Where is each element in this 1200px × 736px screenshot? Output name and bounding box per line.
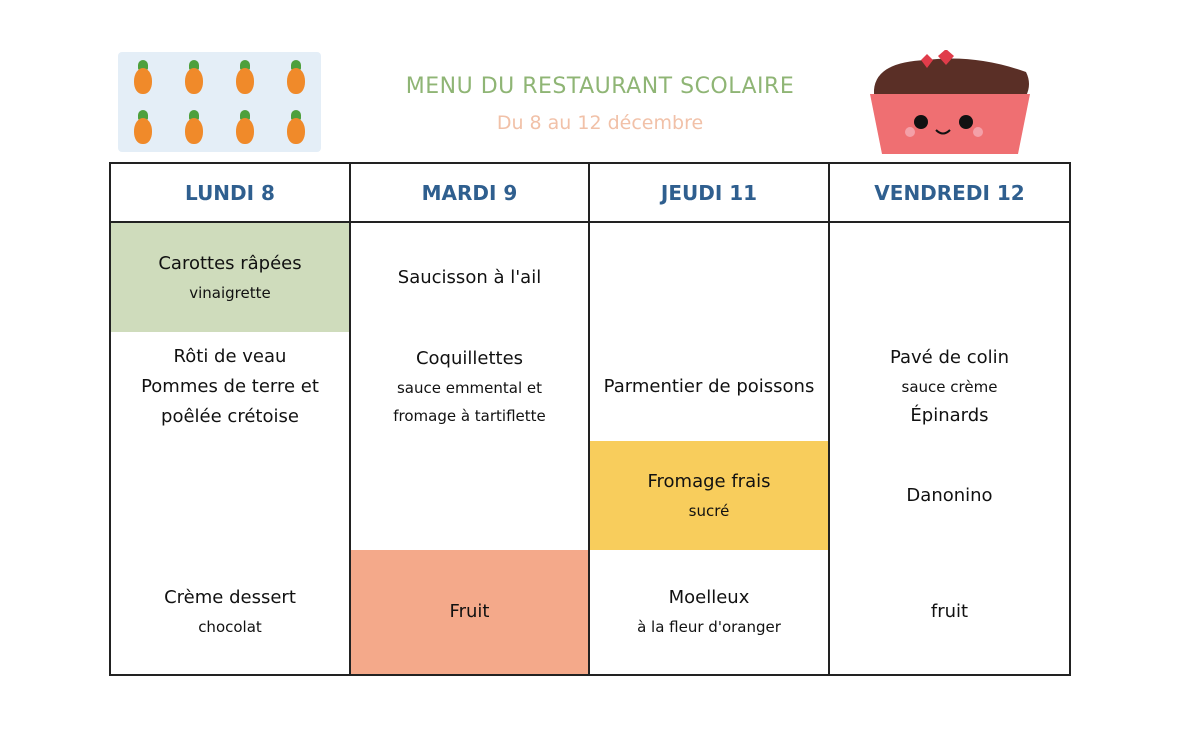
dish-side: Pommes de terre et [141, 375, 319, 397]
mardi-dessert [351, 550, 590, 674]
jeudi-dessert [590, 550, 830, 674]
lundi-entree [111, 223, 351, 332]
vendredi-empty [830, 223, 1069, 332]
carrot-icon [183, 110, 205, 144]
dish-name: Fromage frais [647, 470, 771, 492]
dish-name: Crème dessert [164, 587, 296, 608]
carrot-icon [234, 60, 256, 94]
jeudi-empty [590, 223, 830, 332]
dish-detail: vinaigrette [189, 283, 271, 302]
dish-side: Épinards [910, 404, 989, 426]
dish-name: Coquillettes [415, 347, 524, 369]
dish-name: Fruit [449, 601, 490, 622]
vendredi-laitage [830, 441, 1069, 550]
dish-name: Moelleux [668, 587, 750, 608]
day-header-jeudi: JEUDI 11 [590, 164, 830, 223]
date-range: Du 8 au 12 décembre [496, 112, 704, 134]
carrot-icon [234, 110, 256, 144]
vendredi-dessert [830, 550, 1069, 674]
day-header-lundi: LUNDI 8 [111, 164, 351, 223]
dish-detail: sauce emmental et [396, 378, 543, 397]
day-header-mardi: MARDI 9 [351, 164, 590, 223]
mardi-plat [351, 332, 590, 441]
carrots-illustration [118, 52, 321, 152]
carrot-icon [132, 60, 154, 94]
jeudi-laitage [590, 441, 830, 550]
lundi-dessert [111, 550, 351, 674]
dish-detail: fromage à tartiflette [393, 406, 546, 425]
lundi-empty [111, 441, 351, 550]
mardi-empty [351, 441, 590, 550]
dish-detail: sauce crème [901, 377, 998, 396]
vendredi-plat [830, 332, 1069, 441]
carrot-icon [285, 60, 307, 94]
carrot-icon [183, 60, 205, 94]
dish-name: Parmentier de poissons [603, 375, 815, 397]
cupcake-icon [866, 50, 1036, 156]
lundi-plat [111, 332, 351, 441]
menu-table [109, 162, 1071, 676]
carrot-icon [285, 110, 307, 144]
dish-side: poêlée crétoise [161, 405, 299, 427]
jeudi-plat [590, 332, 830, 441]
dish-name: fruit [930, 601, 969, 622]
dish-name: Rôti de veau [173, 345, 287, 367]
page-title: MENU DU RESTAURANT SCOLAIRE [405, 74, 795, 99]
dish-name: Danonino [906, 484, 993, 506]
mardi-entree [351, 223, 590, 332]
dish-detail: sucré [688, 501, 730, 520]
dish-detail: chocolat [198, 618, 262, 636]
dish-name: Pavé de colin [889, 346, 1010, 368]
dish-detail: à la fleur d'oranger [637, 618, 781, 636]
day-header-vendredi: VENDREDI 12 [830, 164, 1069, 223]
carrot-icon [132, 110, 154, 144]
dish-name: Saucisson à l'ail [397, 266, 542, 288]
dish-name: Carottes râpées [158, 252, 302, 274]
